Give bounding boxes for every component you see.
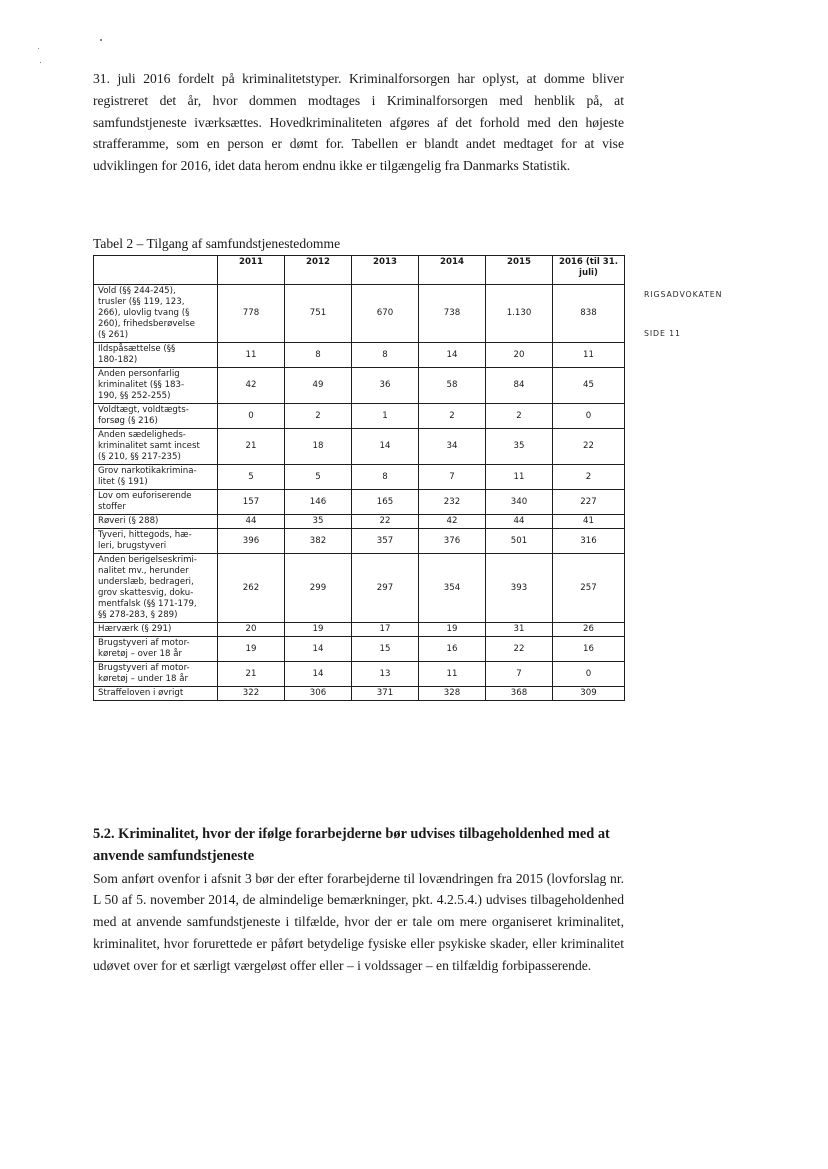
table-cell: 31 xyxy=(486,623,553,637)
table-cell: 357 xyxy=(352,529,419,554)
table-cell: 14 xyxy=(285,637,352,662)
row-label xyxy=(94,623,218,637)
table-cell: 0 xyxy=(218,404,285,429)
table-header-cell: 2014 xyxy=(419,256,486,285)
table-cell: 22 xyxy=(352,515,419,529)
table-cell: 670 xyxy=(352,285,419,343)
row-label-line: Lov om euforiserende xyxy=(98,491,192,501)
table-cell: 26 xyxy=(553,623,625,637)
table-cell: 45 xyxy=(553,368,625,404)
data-table xyxy=(93,255,625,701)
table-cell: 35 xyxy=(486,429,553,465)
table-cell: 21 xyxy=(218,662,285,687)
section-body: Som anført ovenfor i afsnit 3 bør der efter forarbejderne til lovændringen fra 2015 (lovforslag nr. L 50 af 5. november 2014, de almindelige bemærkninger, pkt. 4.2.5.4.) udvises tilbageholdenhed med at anvende samfundstjeneste i tilfælde, hvor der er tale om mere organiseret kriminalitet, kriminalitet, hvor forurettede er påført betydelige fysiske eller psykiske skader, eller kriminalitet udøvet over for et særligt værgeløst offer eller – i voldssager – en tilfældig forbipasserende. xyxy=(93,870,624,973)
table-row xyxy=(94,687,625,701)
table-cell: 44 xyxy=(486,515,553,529)
row-label-line: stoffer xyxy=(98,502,126,512)
row-label xyxy=(94,554,218,623)
table-cell: 368 xyxy=(486,687,553,701)
row-label-line: køretøj – over 18 år xyxy=(98,649,183,659)
table-row xyxy=(94,368,625,404)
table-cell: 146 xyxy=(285,490,352,515)
row-label-line: litet (§ 191) xyxy=(98,477,148,487)
table-header-cell: 2016 (til 31. juli) xyxy=(553,256,625,285)
table-cell: 328 xyxy=(419,687,486,701)
table-cell: 36 xyxy=(352,368,419,404)
row-label-line: kriminalitet (§§ 183- xyxy=(98,380,185,390)
table-cell: 20 xyxy=(218,623,285,637)
table-cell: 49 xyxy=(285,368,352,404)
row-label xyxy=(94,404,218,429)
table-row xyxy=(94,429,625,465)
row-label xyxy=(94,285,218,343)
row-label-line: §§ 278-283, § 289) xyxy=(98,610,178,620)
table-cell: 340 xyxy=(486,490,553,515)
table-row xyxy=(94,623,625,637)
row-label-line: (§ 210, §§ 217-235) xyxy=(98,452,181,462)
table-cell: 371 xyxy=(352,687,419,701)
table-cell: 501 xyxy=(486,529,553,554)
table-row xyxy=(94,285,625,343)
table-cell: 58 xyxy=(419,368,486,404)
table-cell: 11 xyxy=(486,465,553,490)
row-label-line: leri, brugstyveri xyxy=(98,541,167,551)
table-cell: 2 xyxy=(285,404,352,429)
table-cell: 393 xyxy=(486,554,553,623)
table-cell: 19 xyxy=(218,637,285,662)
table-cell: 396 xyxy=(218,529,285,554)
table-cell: 322 xyxy=(218,687,285,701)
table-cell: 11 xyxy=(553,343,625,368)
row-label xyxy=(94,490,218,515)
row-label xyxy=(94,662,218,687)
row-label-line: Anden sædeligheds- xyxy=(98,430,186,440)
row-label-line: (§ 261) xyxy=(98,330,129,340)
row-label-line: 260), frihedsberøvelse xyxy=(98,319,195,329)
table-cell: 14 xyxy=(419,343,486,368)
table-cell: 11 xyxy=(419,662,486,687)
table-cell: 8 xyxy=(285,343,352,368)
row-label-line: Anden personfarlig xyxy=(98,369,180,379)
table-header-row xyxy=(94,256,625,285)
table-cell: 1.130 xyxy=(486,285,553,343)
row-label-line: 190, §§ 252-255) xyxy=(98,391,171,401)
row-label-line: underslæb, bedrageri, xyxy=(98,577,194,587)
table-header-blank xyxy=(94,256,218,285)
table-cell: 8 xyxy=(352,343,419,368)
table-cell: 738 xyxy=(419,285,486,343)
table-cell: 42 xyxy=(218,368,285,404)
table-cell: 14 xyxy=(352,429,419,465)
table-cell: 22 xyxy=(553,429,625,465)
table-cell: 309 xyxy=(553,687,625,701)
row-label-line: Grov narkotikakrimina- xyxy=(98,466,197,476)
row-label-line: Brugstyveri af motor- xyxy=(98,638,190,648)
table-cell: 382 xyxy=(285,529,352,554)
table-cell: 34 xyxy=(419,429,486,465)
table-cell: 11 xyxy=(218,343,285,368)
scan-speck xyxy=(38,48,39,49)
table-cell: 42 xyxy=(419,515,486,529)
table-cell: 18 xyxy=(285,429,352,465)
section-5-2 xyxy=(93,824,624,977)
intro-paragraph xyxy=(93,68,624,177)
row-label-line: forsøg (§ 216) xyxy=(98,416,158,426)
row-label xyxy=(94,687,218,701)
table-cell: 0 xyxy=(553,404,625,429)
table-cell: 19 xyxy=(285,623,352,637)
table-cell: 13 xyxy=(352,662,419,687)
table-row xyxy=(94,465,625,490)
table-header-cell: 2011 xyxy=(218,256,285,285)
row-label xyxy=(94,429,218,465)
table-cell: 14 xyxy=(285,662,352,687)
table-cell: 376 xyxy=(419,529,486,554)
scan-speck xyxy=(40,62,41,63)
table-caption: Tabel 2 – Tilgang af samfundstjenestedomme xyxy=(93,236,341,251)
table-cell: 165 xyxy=(352,490,419,515)
row-label-line: 266), ulovlig tvang (§ xyxy=(98,308,190,318)
table-cell: 20 xyxy=(486,343,553,368)
row-label-line: Ildspåsættelse (§§ xyxy=(98,344,176,354)
table-cell: 2 xyxy=(553,465,625,490)
table-cell: 2 xyxy=(419,404,486,429)
table-cell: 1 xyxy=(352,404,419,429)
row-label-line: nalitet mv., herunder xyxy=(98,566,189,576)
table-body xyxy=(94,285,625,701)
section-heading: 5.2. Kriminalitet, hvor der ifølge forarbejderne bør udvises tilbageholdenhed med at anvende samfundstjeneste xyxy=(93,826,610,864)
row-label-line: Brugstyveri af motor- xyxy=(98,663,190,673)
table-cell: 5 xyxy=(285,465,352,490)
row-label-line: Anden berigelseskrimi- xyxy=(98,555,198,565)
row-label-line: Hærværk (§ 291) xyxy=(98,624,172,634)
table-cell: 35 xyxy=(285,515,352,529)
table-cell: 16 xyxy=(553,637,625,662)
sidebar-organization: RIGSADVOKATEN xyxy=(644,290,723,299)
row-label-line: kriminalitet samt incest xyxy=(98,441,200,451)
table-cell: 5 xyxy=(218,465,285,490)
row-label-line: køretøj – under 18 år xyxy=(98,674,189,684)
table-header-cell: 2012 xyxy=(285,256,352,285)
table-cell: 8 xyxy=(352,465,419,490)
table-cell: 16 xyxy=(419,637,486,662)
table-header-cell: 2015 xyxy=(486,256,553,285)
table-cell: 21 xyxy=(218,429,285,465)
table-cell: 257 xyxy=(553,554,625,623)
table-row xyxy=(94,490,625,515)
table-header-cell: 2013 xyxy=(352,256,419,285)
table-row xyxy=(94,637,625,662)
row-label-line: grov skattesvig, doku- xyxy=(98,588,194,598)
table-row xyxy=(94,515,625,529)
row-label-line: mentfalsk (§§ 171-179, xyxy=(98,599,197,609)
table-cell: 227 xyxy=(553,490,625,515)
row-label-line: 180-182) xyxy=(98,355,138,365)
table-cell: 19 xyxy=(419,623,486,637)
table-cell: 157 xyxy=(218,490,285,515)
table-row xyxy=(94,404,625,429)
table-cell: 7 xyxy=(486,662,553,687)
row-label xyxy=(94,343,218,368)
row-label xyxy=(94,515,218,529)
table-cell: 44 xyxy=(218,515,285,529)
row-label-line: trusler (§§ 119, 123, xyxy=(98,297,185,307)
scan-speck xyxy=(100,39,102,41)
table-cell: 232 xyxy=(419,490,486,515)
table-cell: 751 xyxy=(285,285,352,343)
table-cell: 778 xyxy=(218,285,285,343)
row-label xyxy=(94,368,218,404)
table-row xyxy=(94,529,625,554)
table-cell: 17 xyxy=(352,623,419,637)
row-label-line: Vold (§§ 244-245), xyxy=(98,286,176,296)
row-label xyxy=(94,465,218,490)
table-cell: 297 xyxy=(352,554,419,623)
table-cell: 354 xyxy=(419,554,486,623)
row-label xyxy=(94,637,218,662)
table-row xyxy=(94,554,625,623)
table-cell: 84 xyxy=(486,368,553,404)
row-label-line: Straffeloven i øvrigt xyxy=(98,688,184,698)
row-label-line: Voldtægt, voldtægts- xyxy=(98,405,189,415)
row-label-line: Tyveri, hittegods, hæ- xyxy=(98,530,192,540)
table-cell: 316 xyxy=(553,529,625,554)
table-cell: 41 xyxy=(553,515,625,529)
sidebar-page-number: SIDE 11 xyxy=(644,329,681,338)
table-cell: 306 xyxy=(285,687,352,701)
intro-text: 31. juli 2016 fordelt på kriminalitetstyper. Kriminalforsorgen har oplyst, at domme bliver registreret det år, hvor dommen modtages i Kriminalforsorgen med henblik på, at samfundstjeneste iværksættes. Hovedkriminaliteten afgøres af det forhold med den højeste strafferamme, som en person er dømt for. Tabellen er blandt andet medtaget for at vise udviklingen for 2016, idet data herom endnu ikke er tilgængelig fra Danmarks Statistik. xyxy=(93,71,624,174)
table-cell: 0 xyxy=(553,662,625,687)
table-row xyxy=(94,662,625,687)
table-cell: 15 xyxy=(352,637,419,662)
table-cell: 7 xyxy=(419,465,486,490)
table-cell: 299 xyxy=(285,554,352,623)
row-label-line: Røveri (§ 288) xyxy=(98,516,159,526)
table-cell: 262 xyxy=(218,554,285,623)
row-label xyxy=(94,529,218,554)
table-cell: 22 xyxy=(486,637,553,662)
table-cell: 2 xyxy=(486,404,553,429)
table-row xyxy=(94,343,625,368)
table-cell: 838 xyxy=(553,285,625,343)
